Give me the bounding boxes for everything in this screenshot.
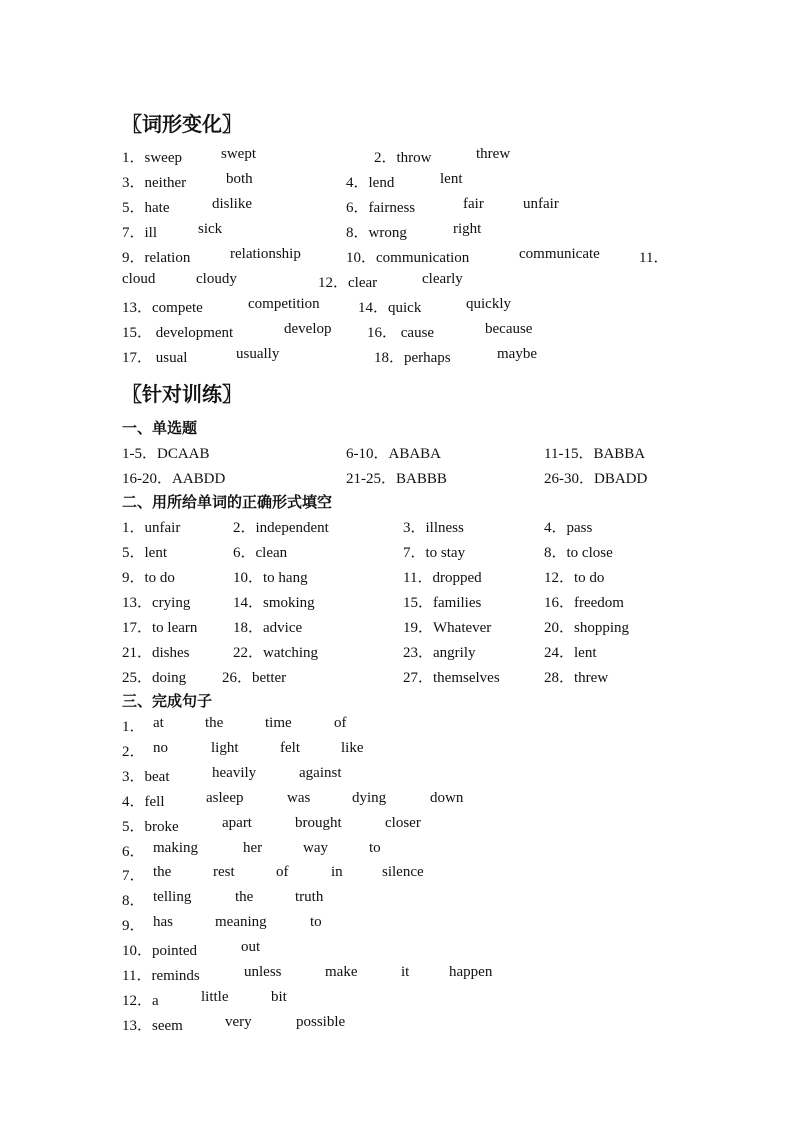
cell: 2．throw — [374, 150, 432, 166]
cell: of — [276, 864, 289, 880]
cell: 18．advice — [233, 620, 303, 636]
cell: 9．relation — [122, 250, 191, 266]
cell: dislike — [212, 196, 252, 212]
cell: was — [287, 790, 311, 806]
cell: make — [325, 964, 358, 980]
cell: fair — [463, 196, 484, 212]
cell: 11-15．BABBA — [544, 446, 646, 462]
cell: 12．clear — [318, 275, 378, 291]
cell: 6-10．ABABA — [346, 446, 442, 462]
cell: to — [369, 840, 381, 856]
cell: 8．wrong — [346, 225, 407, 241]
cell: threw — [476, 146, 511, 162]
cell: 26．better — [222, 670, 287, 686]
cell: 10．to hang — [233, 570, 308, 586]
cell: 13．seem — [122, 1018, 183, 1034]
cell: 4．lend — [346, 175, 395, 191]
cell: 21．dishes — [122, 645, 190, 661]
cell: happen — [449, 964, 493, 980]
cell: 8．to close — [544, 545, 613, 561]
cell: 1．unfair — [122, 520, 181, 536]
cell: both — [226, 171, 253, 187]
cell: the — [153, 864, 172, 880]
cell: 9． — [122, 918, 145, 934]
cell: develop — [284, 321, 332, 337]
cell: maybe — [497, 346, 537, 362]
cell: meaning — [215, 914, 267, 930]
cell: silence — [382, 864, 424, 880]
cell: 17． usual — [122, 350, 188, 366]
cell: cloudy — [196, 271, 237, 287]
cell: 15．families — [403, 595, 482, 611]
cell: the — [235, 889, 254, 905]
cell: 17．to learn — [122, 620, 198, 636]
cell: 4．pass — [544, 520, 593, 536]
cell: unfair — [523, 196, 559, 212]
cell: sick — [198, 221, 223, 237]
cell: 25．doing — [122, 670, 187, 686]
cell: 2． — [122, 744, 145, 760]
cell: 5．lent — [122, 545, 167, 561]
cell: 1． — [122, 719, 145, 735]
cell: 2．independent — [233, 520, 329, 536]
cell: 14．smoking — [233, 595, 315, 611]
cell: dying — [352, 790, 387, 806]
cell: communicate — [519, 246, 600, 262]
cell: 21-25．BABBB — [346, 471, 447, 487]
cell: 3．illness — [403, 520, 464, 536]
section-title-wordforms: 〖词形变化〗 — [122, 112, 242, 136]
cell: 3．neither — [122, 175, 187, 191]
cell: 1-5．DCAAB — [122, 446, 210, 462]
cell: telling — [153, 889, 192, 905]
cell: cloud — [122, 271, 156, 287]
cell: unless — [244, 964, 282, 980]
cell: making — [153, 840, 198, 856]
cell: 9．to do — [122, 570, 175, 586]
cell: 8． — [122, 893, 145, 909]
cell: it — [401, 964, 410, 980]
cell: rest — [213, 864, 235, 880]
cell: at — [153, 715, 164, 731]
cell: 10．communication — [346, 250, 470, 266]
cell: swept — [221, 146, 256, 162]
cell: 11． — [639, 250, 669, 266]
cell: clearly — [422, 271, 463, 287]
section-title-training: 〖针对训练〗 — [122, 382, 242, 406]
part-title-single-choice: 一、单选题 — [122, 419, 198, 437]
cell: 12．to do — [544, 570, 605, 586]
cell: 16． cause — [367, 325, 435, 341]
cell: 6． — [122, 844, 145, 860]
cell: 19．Whatever — [403, 620, 492, 636]
cell: 3．beat — [122, 769, 170, 785]
cell: apart — [222, 815, 252, 831]
cell: light — [211, 740, 239, 756]
cell: 27．themselves — [403, 670, 500, 686]
cell: her — [243, 840, 263, 856]
cell: has — [153, 914, 173, 930]
cell: 26-30．DBADD — [544, 471, 648, 487]
cell: 14．quick — [358, 300, 422, 316]
cell: 5．broke — [122, 819, 179, 835]
part-title-complete-sentences: 三、完成句子 — [122, 692, 213, 710]
cell: the — [205, 715, 224, 731]
cell: truth — [295, 889, 324, 905]
cell: 24．lent — [544, 645, 597, 661]
cell: 16-20．AABDD — [122, 471, 226, 487]
cell: 13．crying — [122, 595, 191, 611]
cell: to — [310, 914, 322, 930]
cell: 15． development — [122, 325, 234, 341]
cell: like — [341, 740, 364, 756]
cell: 12．a — [122, 993, 159, 1009]
cell: 6．fairness — [346, 200, 416, 216]
cell: way — [303, 840, 328, 856]
cell: quickly — [466, 296, 511, 312]
cell: 5．hate — [122, 200, 170, 216]
cell: right — [453, 221, 482, 237]
cell: usually — [236, 346, 280, 362]
cell: 11．dropped — [403, 570, 482, 586]
cell: 11．reminds — [122, 968, 200, 984]
cell: 16．freedom — [544, 595, 624, 611]
cell: 7． — [122, 868, 145, 884]
cell: felt — [280, 740, 300, 756]
cell: closer — [385, 815, 421, 831]
cell: possible — [296, 1014, 346, 1030]
part-title-fill-in: 二、用所给单词的正确形式填空 — [122, 493, 333, 511]
cell: 10．pointed — [122, 943, 197, 959]
cell: 7．to stay — [403, 545, 466, 561]
cell: bit — [271, 989, 287, 1005]
cell: relationship — [230, 246, 301, 262]
cell: 22．watching — [233, 645, 318, 661]
cell: time — [265, 715, 292, 731]
cell: in — [331, 864, 343, 880]
cell: no — [153, 740, 168, 756]
cell: very — [225, 1014, 252, 1030]
cell: 4．fell — [122, 794, 165, 810]
cell: heavily — [212, 765, 257, 781]
cell: 13．compete — [122, 300, 203, 316]
cell: against — [299, 765, 342, 781]
cell: 20．shopping — [544, 620, 630, 636]
cell: 7．ill — [122, 225, 158, 241]
cell: 28．threw — [544, 670, 609, 686]
cell: down — [430, 790, 464, 806]
cell: 18．perhaps — [374, 350, 451, 366]
cell: asleep — [206, 790, 244, 806]
cell: out — [241, 939, 261, 955]
cell: 23．angrily — [403, 645, 476, 661]
cell: 1．sweep — [122, 150, 182, 166]
cell: brought — [295, 815, 342, 831]
cell: because — [485, 321, 533, 337]
cell: lent — [440, 171, 463, 187]
cell: of — [334, 715, 347, 731]
cell: competition — [248, 296, 320, 312]
cell: 6．clean — [233, 545, 288, 561]
cell: little — [201, 989, 229, 1005]
